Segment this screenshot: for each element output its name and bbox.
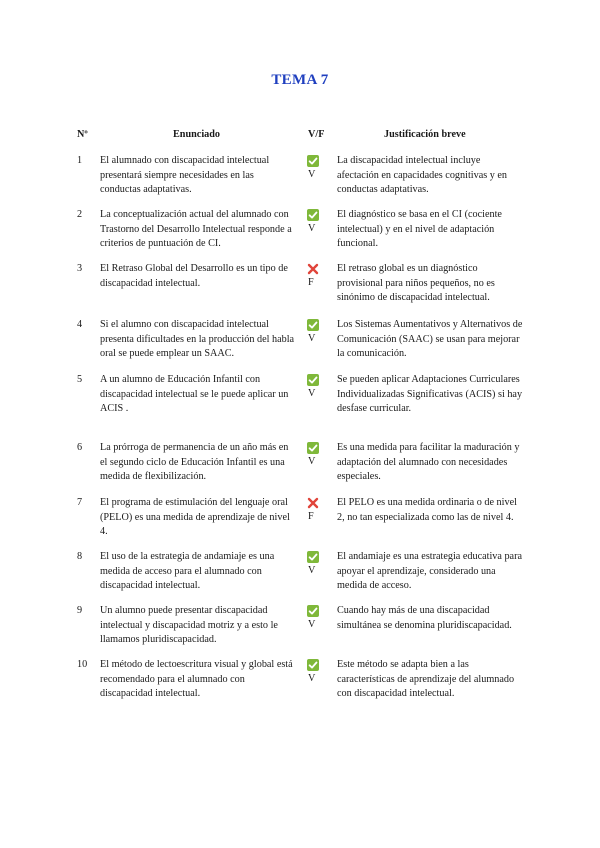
vf-value: V <box>308 169 316 180</box>
row-justification: Este método se adapta bien a las características de aprendizaje del alumnado con discapacidad intelectual. <box>337 659 515 700</box>
vf-value: F <box>308 277 314 288</box>
row-justification: Los Sistemas Aumentativos y Alternativos de Comunicación (SAAC) se usan para mejorar la comunicación. <box>337 319 523 360</box>
vf-value: V <box>308 673 316 684</box>
row-number: 3 <box>77 263 83 274</box>
row-statement: El programa de estimulación del lenguaje oral (PELO) es una medida de aprendizaje de nivel 4. <box>100 497 290 538</box>
check-icon <box>307 209 319 221</box>
header-statement: Enunciado <box>173 129 220 140</box>
row-vf <box>305 208 325 237</box>
cross-icon <box>307 497 319 509</box>
vf-value: V <box>308 333 316 344</box>
vf-value: V <box>308 619 316 630</box>
row-statement: La conceptualización actual del alumnado con Trastorno del Desarrollo Intelectual responde a criterios de puntuación de CI. <box>100 209 292 250</box>
vf-value: V <box>308 388 316 399</box>
row-statement: La prórroga de permanencia de un año más en el segundo ciclo de Educación Infantil es una medida de flexibilización. <box>100 442 289 483</box>
vf-value: V <box>308 223 316 234</box>
row-number: 2 <box>77 209 83 220</box>
row-number: 10 <box>77 659 88 670</box>
check-icon <box>307 659 319 671</box>
vf-value: V <box>308 456 316 467</box>
check-icon <box>307 605 319 617</box>
row-justification: Se pueden aplicar Adaptaciones Curriculares Individualizadas Significativas (ACIS) si hay desfase curricular. <box>337 374 523 415</box>
header-justification: Justificación breve <box>384 129 466 140</box>
check-icon <box>307 319 319 331</box>
row-justification: La discapacidad intelectual incluye afectación en capacidades cognitivas y en conductas adaptativas. <box>337 155 507 196</box>
page-title: TEMA 7 <box>271 72 329 88</box>
row-number: 4 <box>77 319 83 330</box>
row-vf <box>305 550 325 579</box>
header-num: Nº <box>77 129 88 140</box>
row-justification: El retraso global es un diagnóstico provisional para niños pequeños, no es sinónimo de discapacidad intelectual. <box>337 263 495 304</box>
header-vf: V/F <box>308 129 325 140</box>
row-justification: Es una medida para facilitar la maduración y adaptación del alumnado con necesidades especiales. <box>337 442 520 483</box>
table-header <box>77 128 523 150</box>
row-statement: Si el alumno con discapacidad intelectual presenta dificultades en la producción del habla oral se puede emplear un SAAC. <box>100 319 295 360</box>
vf-value: F <box>308 511 314 522</box>
row-vf <box>305 604 325 633</box>
row-statement: El uso de la estrategia de andamiaje es una medida de acceso para el alumnado con discapacidad intelectual. <box>100 551 275 592</box>
quiz-table <box>77 128 523 700</box>
row-vf <box>305 441 325 470</box>
row-vf <box>305 318 325 347</box>
row-number: 1 <box>77 155 83 166</box>
row-vf <box>305 154 325 183</box>
vf-value: V <box>308 565 316 576</box>
row-statement: Un alumno puede presentar discapacidad intelectual y discapacidad motriz y a esto le llamamos pluridiscapacidad. <box>100 605 278 646</box>
row-statement: A un alumno de Educación Infantil con discapacidad intelectual se le puede aplicar un ACIS . <box>100 374 289 415</box>
check-icon <box>307 442 319 454</box>
row-justification: El PELO es una medida ordinaria o de nivel 2, no tan especializada como las de nivel 4. <box>337 497 517 523</box>
check-icon <box>307 374 319 386</box>
row-vf <box>305 496 325 525</box>
cross-icon <box>307 263 319 275</box>
row-vf <box>305 262 325 291</box>
row-statement: El Retraso Global del Desarrollo es un tipo de discapacidad intelectual. <box>100 263 288 289</box>
check-icon <box>307 155 319 167</box>
row-number: 7 <box>77 497 83 508</box>
row-number: 8 <box>77 551 83 562</box>
row-statement: El alumnado con discapacidad intelectual presentará siempre necesidades en las conductas adaptativas. <box>100 155 270 196</box>
row-justification: El diagnóstico se basa en el CI (cociente intelectual) y en el nivel de adaptación funcional. <box>337 209 502 250</box>
row-statement: El método de lectoescritura visual y global está recomendado para el alumnado con discapacidad intelectual. <box>100 659 293 700</box>
row-number: 9 <box>77 605 83 616</box>
check-icon <box>307 551 319 563</box>
row-justification: El andamiaje es una estrategia educativa para apoyar el aprendizaje, considerado una medida de acceso. <box>337 551 522 592</box>
row-number: 5 <box>77 374 83 385</box>
row-vf <box>305 658 325 687</box>
row-number: 6 <box>77 442 83 453</box>
row-vf <box>305 373 325 402</box>
row-justification: Cuando hay más de una discapacidad simultánea se denomina pluridiscapacidad. <box>337 605 512 631</box>
